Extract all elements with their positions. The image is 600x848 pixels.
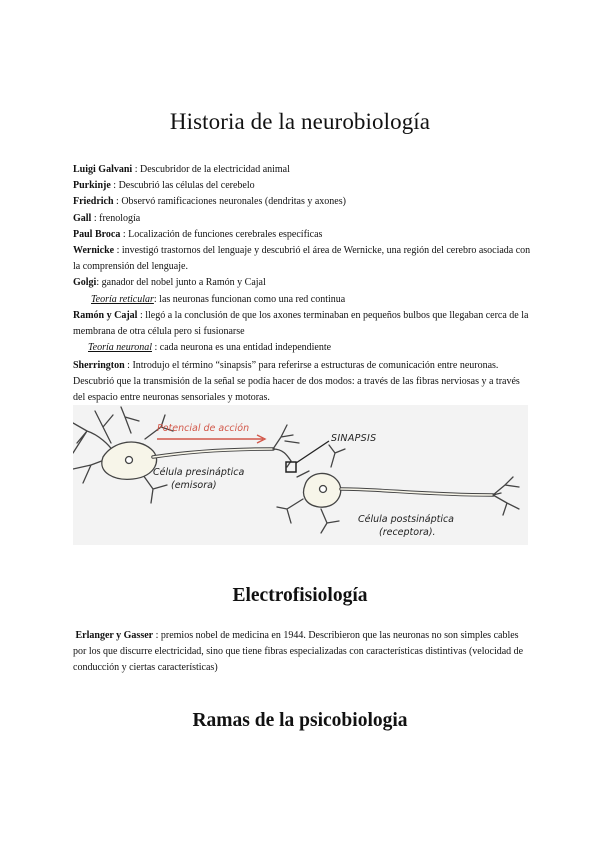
- person-name: Friedrich: [73, 196, 114, 208]
- history-item: [73, 178, 533, 194]
- history-text: Descubridor de la electricidad animal: [139, 164, 290, 175]
- history-text: investigó trastornos del lenguaje y descubrió el área de Wernicke, una región del cerebro asociada con la comprensión del lenguaje.: [73, 245, 531, 273]
- section-heading-electrofisiologia: Electrofisiología: [232, 585, 368, 606]
- history-text: frenología: [99, 212, 141, 224]
- history-item: [73, 243, 533, 275]
- theory-text: : cada neurona es una entidad independiente: [152, 342, 332, 354]
- theory-name: Teoría neuronal: [88, 342, 152, 354]
- postsynaptic-sublabel: (receptora).: [379, 527, 436, 538]
- history-item: [73, 308, 533, 340]
- electro-text: premios nobel de medicina en 1944. Describieron que las neuronas no son simples cables por los que discurre electricidad, sino que tiene fibras especializadas con características distintivas (velocidad de conducción y ciertas características): [73, 630, 524, 674]
- person-name: Gall: [73, 212, 92, 224]
- separator: :: [124, 360, 133, 371]
- theory-text: : las neuronas funcionan como una red continua: [153, 293, 346, 305]
- presynaptic-sublabel: (emisora): [171, 480, 217, 491]
- history-item: [73, 194, 533, 210]
- history-text: Descubrió las células del cerebelo: [118, 180, 255, 192]
- person-name: Erlanger y Gasser: [75, 630, 154, 641]
- history-item: [73, 275, 533, 291]
- presynaptic-label: Célula presináptica: [153, 467, 245, 478]
- separator: :: [153, 630, 161, 641]
- synapse-pointer: [296, 441, 329, 463]
- person-name: Ramón y Cajal: [73, 309, 138, 321]
- separator: :: [137, 309, 146, 321]
- theory-item: [73, 292, 533, 308]
- person-name: Sherrington: [73, 360, 125, 371]
- separator: :: [113, 196, 122, 208]
- postsynaptic-label: Célula postsináptica: [358, 514, 455, 525]
- separator: :: [120, 228, 129, 240]
- theory-name: Teoría reticular: [91, 293, 154, 305]
- page-title: Historia de la neurobiología: [169, 109, 431, 134]
- electro-paragraph: [73, 628, 533, 677]
- history-item: [73, 211, 533, 227]
- separator: :: [114, 245, 122, 257]
- person-name: Wernicke: [73, 245, 115, 257]
- history-list: [73, 162, 533, 356]
- theory-item: [73, 340, 533, 356]
- history-text: llegó a la conclusión de que los axones terminaban en pequeños bulbos que llegaban cerca de la membrana de otra célula pero si fusionarse: [73, 309, 529, 338]
- synapse-illustration: [73, 405, 528, 545]
- sherrington-paragraph: [73, 358, 533, 407]
- separator: :: [91, 212, 100, 224]
- person-name: Purkinje: [73, 180, 111, 192]
- history-text: ganador del nobel junto a Ramón y Cajal: [101, 277, 266, 289]
- history-text: Observó ramificaciones neuronales (dendritas y axones): [121, 196, 346, 208]
- history-item: [73, 227, 533, 243]
- history-item: [73, 162, 533, 178]
- synapse-diagram: [73, 405, 528, 545]
- sherrington-text: Introdujo el término “sinapsis” para referirse a estructuras de comunicación entre neuronas. Descubrió que la transmisión de la señal se podía hacer de dos modos: a través de las fibras nerviosas y a través del espacio entre neuronas sensoriales y motoras.: [73, 360, 520, 404]
- arrow-label: Potencial de acción: [157, 423, 250, 434]
- separator: :: [110, 180, 119, 192]
- synapse-label: SINAPSIS: [331, 433, 377, 444]
- person-name: Luigi Galvani: [73, 164, 133, 175]
- separator: :: [96, 277, 102, 289]
- person-name: Golgi: [73, 277, 97, 289]
- separator: :: [132, 164, 140, 175]
- person-name: Paul Broca: [73, 228, 121, 240]
- section-heading-ramas: Ramas de la psicobiologia: [192, 710, 408, 731]
- history-text: Localización de funciones cerebrales específicas: [128, 228, 323, 240]
